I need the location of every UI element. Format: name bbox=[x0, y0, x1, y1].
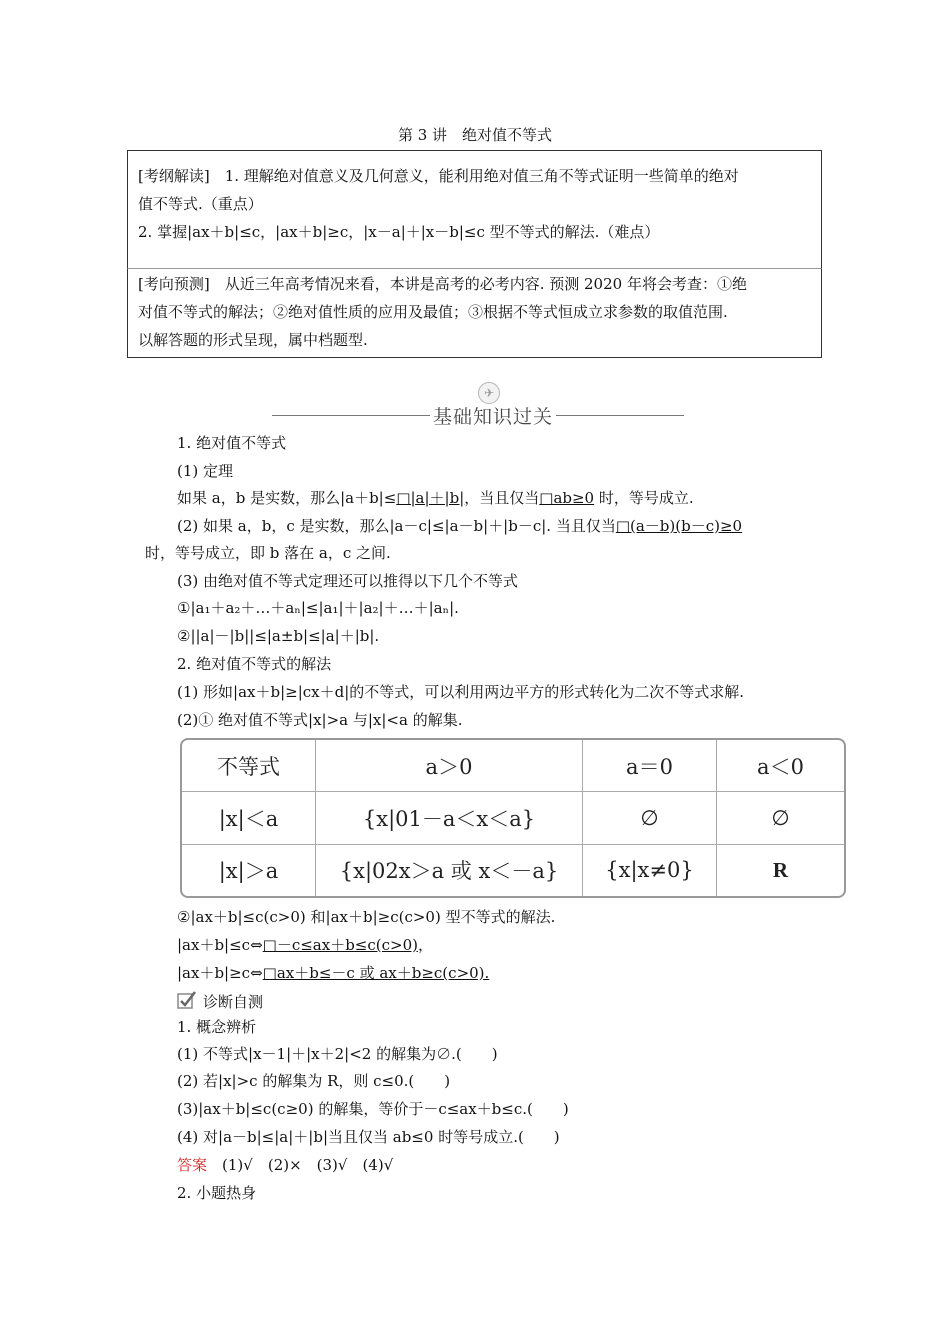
table-row bbox=[182, 844, 844, 896]
heading-2: 2. 绝对值不等式的解法 bbox=[177, 655, 332, 673]
text-method-3: ②|ax＋b|≤c(c>0) 和|ax＋b|≥c(c>0) 型不等式的解法. bbox=[177, 908, 556, 926]
section-divider-right bbox=[556, 415, 684, 416]
table-header: a＜0 bbox=[717, 740, 845, 792]
table-cell: |x|＞a bbox=[182, 844, 316, 896]
text-theorem-2-cont: 时，等号成立，即 b 落在 a，c 之间. bbox=[145, 544, 391, 562]
syllabus-box bbox=[127, 150, 822, 269]
forecast-line-2: 对值不等式的解法；②绝对值性质的应用及最值；③根据不等式恒成立求参数的取值范围. bbox=[138, 303, 728, 321]
question-3: (3)|ax＋b|≤c(c≥0) 的解集，等价于－c≤ax＋b≤c.( ) bbox=[177, 1100, 569, 1118]
blank-answer: □(a－b)(b－c)≥0 bbox=[615, 517, 743, 535]
question-heading: 1. 概念辨析 bbox=[177, 1018, 257, 1036]
text-method-1: (1) 形如|ax＋b|≥|cx＋d|的不等式，可以利用两边平方的形式转化为二次不等式求解. bbox=[177, 683, 745, 701]
text-method-2: (2)① 绝对值不等式|x|>a 与|x|<a 的解集. bbox=[177, 711, 463, 729]
inequality-2: ②||a|－|b||≤|a±b|≤|a|＋|b|. bbox=[177, 627, 380, 645]
syllabus-line-3: 2. 掌握|ax＋b|≤c，|ax＋b|≥c，|x－a|＋|x－b|≤c 型不等式的解法.（难点） bbox=[138, 223, 660, 241]
section-title: 基础知识过关 bbox=[432, 406, 553, 428]
blank-answer: □ab≥0 bbox=[539, 489, 595, 507]
syllabus-line-1: [考纲解读] 1. 理解绝对值意义及几何意义，能利用绝对值三角不等式证明一些简单的绝对 bbox=[138, 167, 739, 185]
text-part: |ax＋b|≤c⇔ bbox=[177, 936, 263, 954]
text-corollary: (3) 由绝对值不等式定理还可以推得以下几个不等式 bbox=[177, 572, 519, 590]
table-header: a＝0 bbox=[583, 740, 717, 792]
forecast-line-1: [考向预测] 从近三年高考情况来看，本讲是高考的必考内容. 预测 2020 年将会考查：①绝 bbox=[138, 275, 747, 293]
text-part: ， bbox=[418, 936, 434, 954]
section-header bbox=[0, 378, 950, 428]
checkmark-pencil-icon bbox=[177, 990, 197, 1010]
text-part: 时，等号成立. bbox=[594, 489, 694, 507]
text-theorem-2 bbox=[177, 515, 742, 536]
question-4: (4) 对|a－b|≤|a|＋|b|当且仅当 ab≤0 时等号成立.( ) bbox=[177, 1128, 560, 1146]
answer-text: (1)√ (2)× (3)√ (4)√ bbox=[222, 1156, 394, 1174]
text-theorem: (1) 定理 bbox=[177, 462, 234, 480]
solution-set-table bbox=[180, 738, 846, 898]
heading-3: 2. 小题热身 bbox=[177, 1184, 257, 1202]
answer-label: 答案 bbox=[177, 1156, 208, 1174]
forecast-line-3: 以解答题的形式呈现，属中档题型. bbox=[138, 331, 368, 349]
text-theorem-1 bbox=[177, 487, 694, 508]
table-cell: {x|01－a＜x＜a} bbox=[316, 792, 583, 845]
text-part: |ax＋b|≥c⇔ bbox=[177, 964, 263, 982]
table-cell: |x|＜a bbox=[182, 792, 316, 845]
question-1: (1) 不等式|x－1|＋|x＋2|<2 的解集为∅.( ) bbox=[177, 1045, 498, 1063]
text-part: 如果 a，b 是实数，那么|a＋b|≤ bbox=[177, 489, 397, 507]
blank-answer: □|a|＋|b| bbox=[396, 489, 465, 507]
inequality-1: ①|a₁＋a₂＋…＋aₙ|≤|a₁|＋|a₂|＋…＋|aₙ|. bbox=[177, 599, 459, 617]
table-header: 不等式 bbox=[182, 740, 316, 792]
blank-answer: □ax＋b≤－c 或 ax＋b≥c(c>0). bbox=[262, 964, 490, 982]
table-row bbox=[182, 792, 844, 845]
table-cell: {x|x≠0} bbox=[583, 844, 717, 896]
paper-plane-icon: ✈ bbox=[478, 382, 500, 404]
diagnosis-heading: 诊断自测 bbox=[203, 993, 264, 1011]
syllabus-line-2: 值不等式.（重点） bbox=[138, 195, 263, 213]
blank-answer: □－c≤ax＋b≤c(c>0) bbox=[262, 936, 418, 954]
heading-1: 1. 绝对值不等式 bbox=[177, 434, 287, 452]
text-part: (2) 如果 a，b，c 是实数，那么|a－c|≤|a－b|＋|b－c|. 当且仅当 bbox=[177, 517, 616, 535]
text-part: ，当且仅当 bbox=[464, 489, 540, 507]
answer-line bbox=[177, 1154, 393, 1175]
page-title: 第 3 讲 绝对值不等式 bbox=[397, 126, 553, 144]
table-cell: R bbox=[717, 844, 845, 896]
table-cell: ∅ bbox=[583, 792, 717, 845]
table-cell: ∅ bbox=[717, 792, 845, 845]
forecast-box bbox=[127, 268, 822, 358]
table-cell: {x|02x＞a 或 x＜－a} bbox=[316, 844, 583, 896]
table-header-row bbox=[182, 740, 844, 792]
equivalence-1 bbox=[177, 934, 433, 955]
equivalence-2 bbox=[177, 962, 489, 983]
question-2: (2) 若|x|>c 的解集为 R，则 c≤0.( ) bbox=[177, 1072, 451, 1090]
table-header: a＞0 bbox=[316, 740, 583, 792]
section-divider-left bbox=[272, 415, 430, 416]
